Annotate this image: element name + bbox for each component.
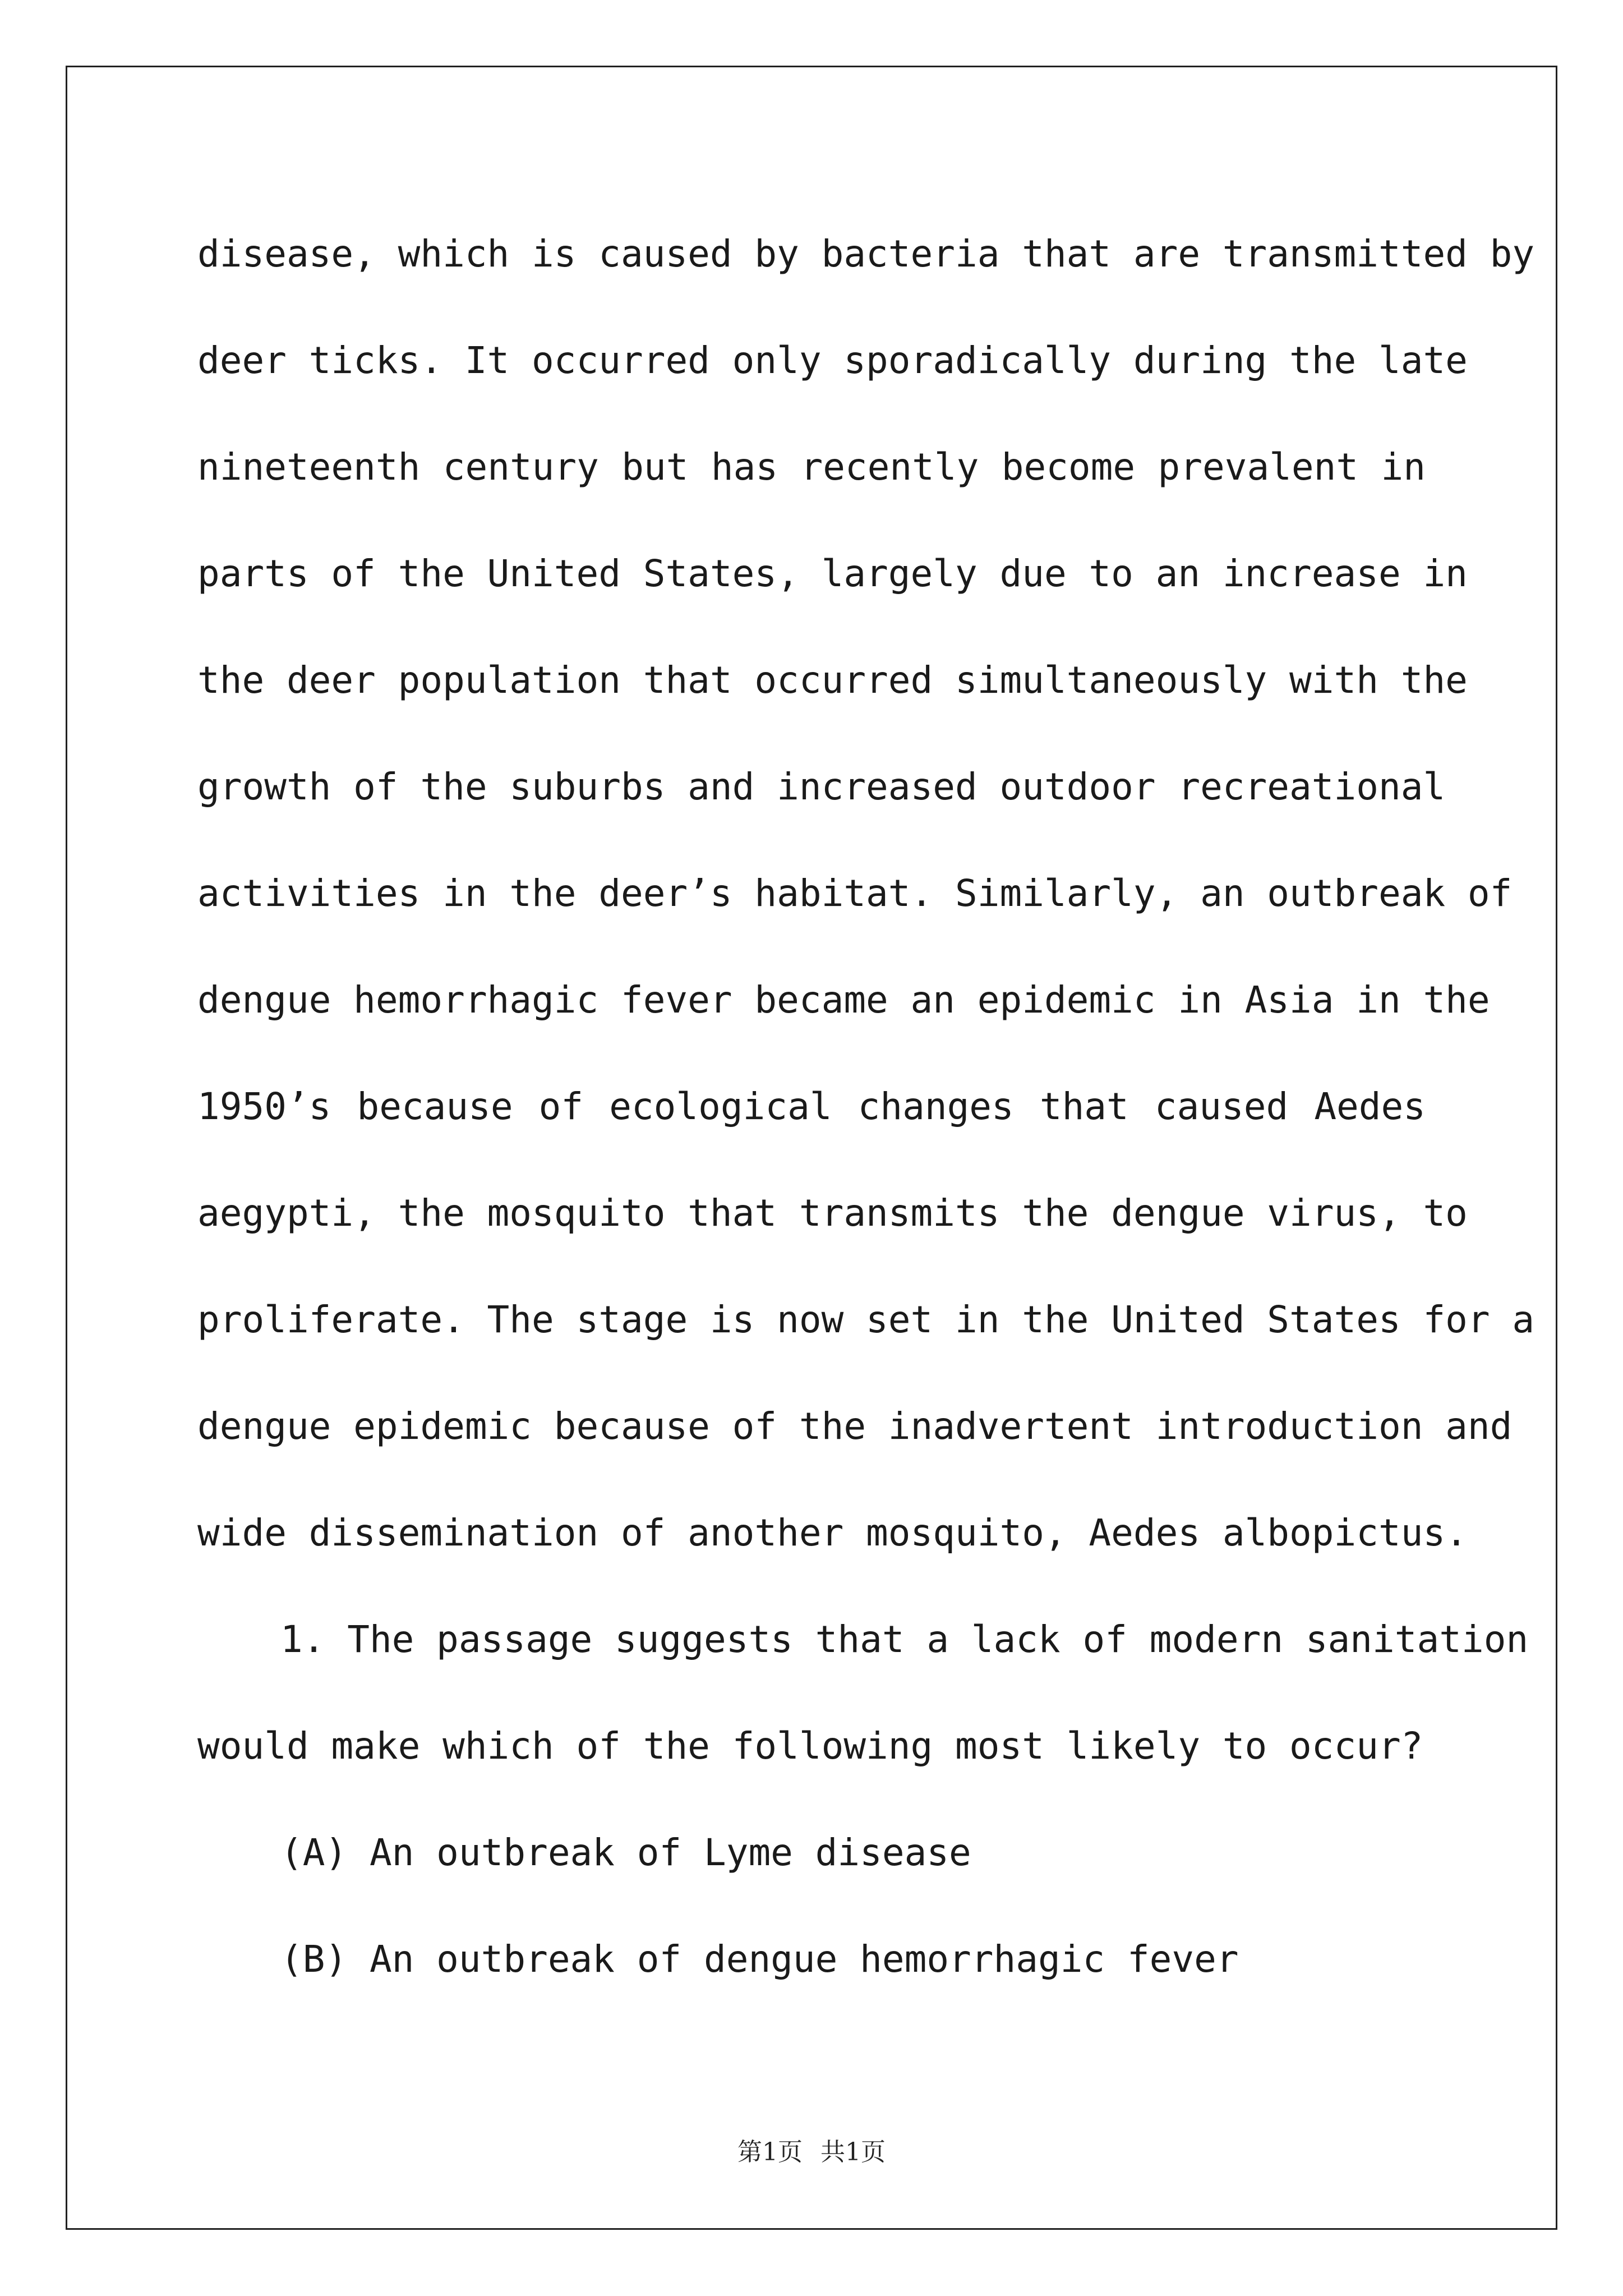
page-number-footer: 第1页 共1页 [737, 2138, 886, 2166]
option-b: (B) An outbreak of dengue hemorrhagic fever [280, 1938, 1239, 1981]
paragraph-line: dengue epidemic because of the inadvertent introduction and [197, 1405, 1513, 1448]
paragraph-line: growth of the suburbs and increased outdoor recreational [197, 765, 1446, 808]
paragraph-line: the deer population that occurred simultaneously with the [197, 659, 1468, 702]
paragraph-line: wide dissemination of another mosquito, Aedes albopictus. [197, 1511, 1468, 1554]
paragraph-line: parts of the United States, largely due to an increase in [197, 552, 1468, 595]
document-body [197, 223, 1535, 2035]
paragraph-line: nineteenth century but has recently become prevalent in [197, 445, 1426, 489]
paragraph-line: deer ticks. It occurred only sporadically during the late [197, 339, 1468, 382]
paragraph-line: 1950’s because of ecological changes that caused Aedes [197, 1085, 1426, 1128]
question-line: would make which of the following most likely to occur? [197, 1724, 1423, 1768]
option-a: (A) An outbreak of Lyme disease [280, 1831, 971, 1874]
paragraph-line: activities in the deer’s habitat. Similarly, an outbreak of [197, 872, 1513, 915]
question-line: 1. The passage suggests that a lack of modern sanitation [280, 1618, 1529, 1661]
paragraph-line: aegypti, the mosquito that transmits the dengue virus, to [197, 1191, 1468, 1235]
paragraph-line: disease, which is caused by bacteria that are transmitted by [197, 232, 1535, 275]
paragraph-line: proliferate. The stage is now set in the United States for a [197, 1298, 1535, 1341]
paragraph-line: dengue hemorrhagic fever became an epidemic in Asia in the [197, 978, 1490, 1022]
